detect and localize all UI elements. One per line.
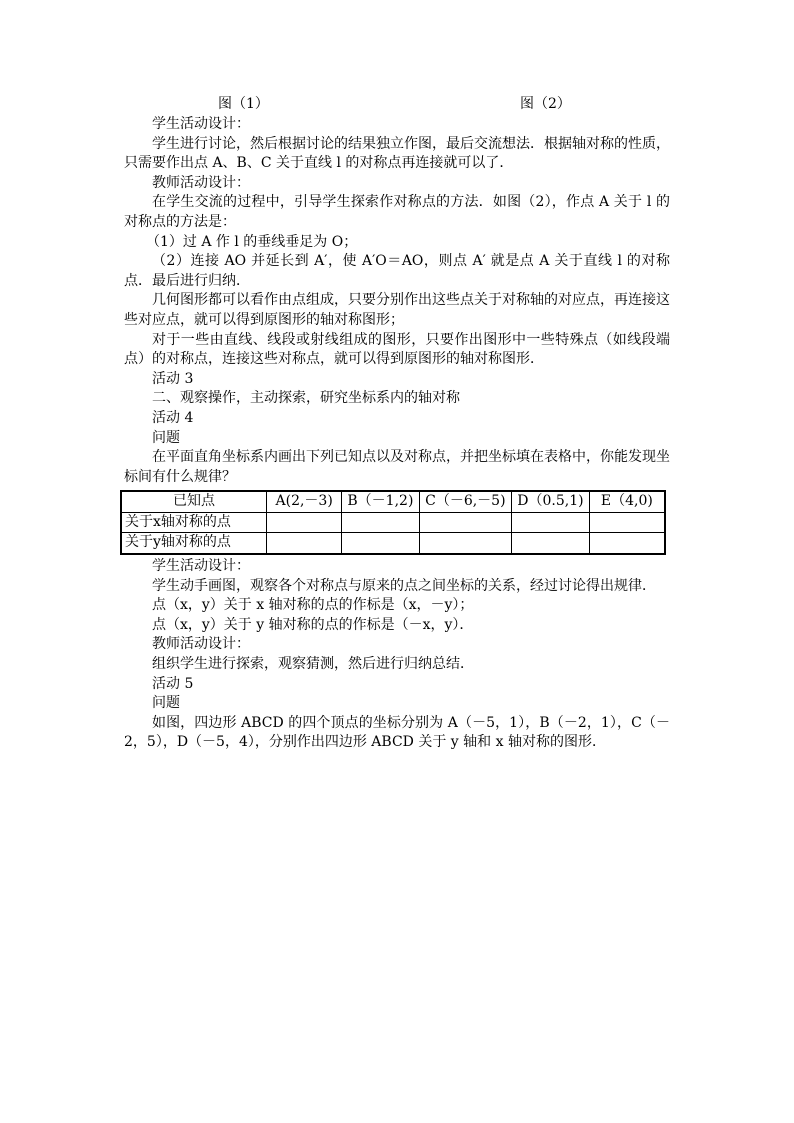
table-cell xyxy=(589,512,665,533)
table-cell xyxy=(419,512,512,533)
paragraph: 在平面直角坐标系内画出下列已知点以及对称点，并把坐标填在表格中，你能发现坐标间有什么规律？ xyxy=(124,449,670,485)
activity-heading: 活动 5 xyxy=(152,675,194,692)
paragraph: 在学生交流的过程中，引导学生探索作对称点的方法．如图（2），作点 A 关于 l 的对称点的方法是： xyxy=(124,194,670,230)
step-1: （1）过 A 作 l 的垂线垂足为 O； xyxy=(146,233,358,250)
paragraph: 学生活动设计： xyxy=(152,116,250,132)
table-cell xyxy=(512,533,590,554)
paragraph: 对于一些由直线、线段或射线组成的图形，只要作出图形中一些特殊点（如线段端点）的对称点，连接这些对称点，就可以得到原图形的轴对称图形． xyxy=(124,331,670,368)
paragraph: 学生动手画图，观察各个对称点与原来的点之间坐标的关系，经过讨论得出规律． xyxy=(152,577,656,594)
table-row-label: 关于x轴对称的点 xyxy=(121,512,267,533)
table-header-cell: B（－1,2) xyxy=(342,491,419,512)
activity-heading: 活动 3 xyxy=(152,370,194,387)
table-cell xyxy=(267,512,342,533)
figure-captions xyxy=(124,95,670,115)
paragraph: 学生进行讨论，然后根据讨论的结果独立作图，最后交流想法．根据轴对称的性质，只需要作出点 A、B、C 关于直线 l 的对称点再连接就可以了． xyxy=(124,135,670,172)
question-heading: 问题 xyxy=(152,429,180,446)
paragraph: 几何图形都可以看作由点组成，只要分别作出这些点关于对称轴的对应点，再连接这些对应点，就可以得到原图形的轴对称图形； xyxy=(124,292,670,328)
table-cell xyxy=(512,512,590,533)
table-cell xyxy=(589,533,665,554)
figure-2-caption: 图（2） xyxy=(520,96,571,112)
table-cell xyxy=(267,533,342,554)
table-header-cell: E（4,0) xyxy=(589,491,665,512)
paragraph: 学生活动设计： xyxy=(152,558,250,575)
paragraph: 组织学生进行探索，观察猜测，然后进行归纳总结． xyxy=(152,656,474,673)
table-cell xyxy=(419,533,512,554)
table-cell xyxy=(342,533,419,554)
figure-1-caption: 图（1） xyxy=(218,96,269,112)
paragraph: 如图，四边形 ABCD 的四个顶点的坐标分别为 A（－5，1），B（－2，1），C（－2，5），D（－5，4），分别作出四边形 ABCD 关于 y 轴和 x 轴对称的图形． xyxy=(124,714,670,751)
activity-heading: 活动 4 xyxy=(152,409,194,426)
table-row xyxy=(121,512,665,533)
step-2: （2）连接 AO 并延长到 A′，使 A′O＝AO，则点 A′ 就是点 A 关于直线 l 的对称点．最后进行归纳． xyxy=(124,253,670,289)
section-heading: 二、观察操作，主动探索，研究坐标系内的轴对称 xyxy=(152,390,460,407)
paragraph: 教师活动设计： xyxy=(152,636,250,653)
table-header-cell: D（0.5,1) xyxy=(512,491,590,512)
table-cell xyxy=(342,512,419,533)
table-row xyxy=(121,533,665,554)
symmetry-table xyxy=(120,490,666,555)
document-page xyxy=(124,95,670,753)
table-header-row xyxy=(121,491,665,512)
question-heading: 问题 xyxy=(152,695,180,712)
table-header-cell: A(2,－3) xyxy=(267,491,342,512)
table-header-cell: C（－6,－5) xyxy=(419,491,512,512)
paragraph: 教师活动设计： xyxy=(152,174,250,191)
paragraph: 点（x，y）关于 y 轴对称的点的作标是（－x，y）． xyxy=(152,616,474,633)
paragraph: 点（x，y）关于 x 轴对称的点的作标是（x，－y）； xyxy=(152,597,474,614)
table-header-cell: 已知点 xyxy=(121,491,267,512)
table-row-label: 关于y轴对称的点 xyxy=(121,533,267,554)
